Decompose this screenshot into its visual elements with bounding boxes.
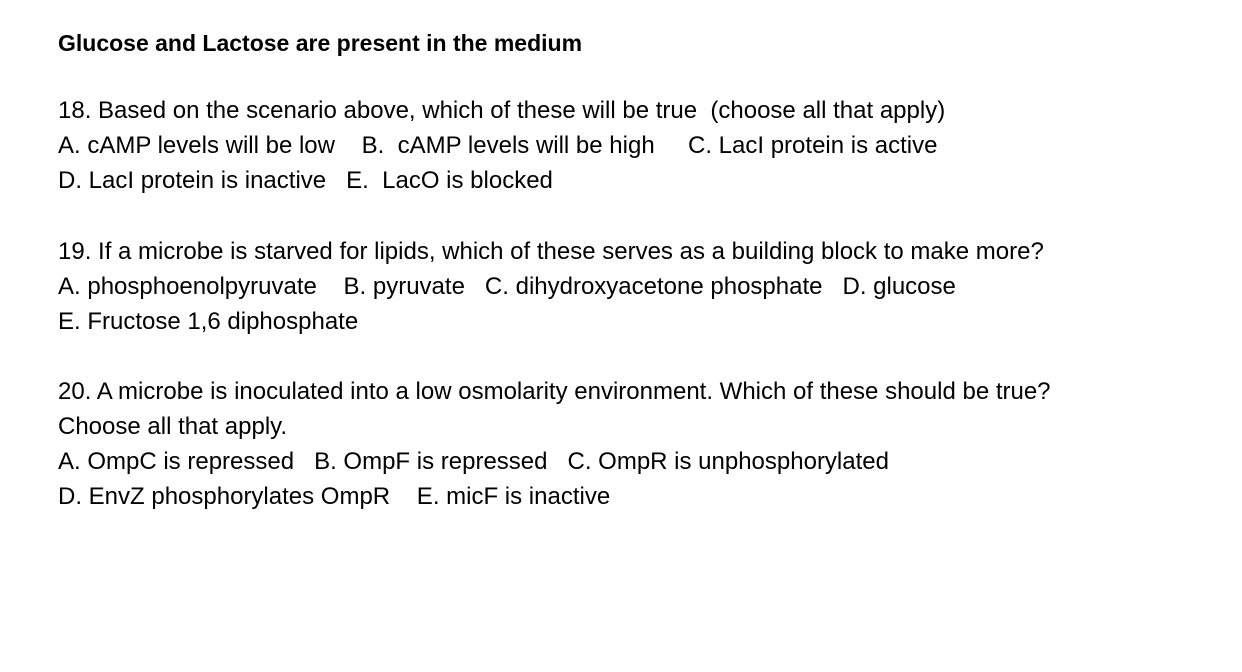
question-18-prompt: 18. Based on the scenario above, which of these will be true (choose all that apply) <box>58 97 946 124</box>
question-20-options-row-2: D. EnvZ phosphorylates OmpR E. micF is inactive <box>58 483 611 510</box>
question-19-prompt: 19. If a microbe is starved for lipids, which of these serves as a building block to make more? <box>58 238 1044 265</box>
scenario-heading: Glucose and Lactose are present in the medium <box>58 30 583 56</box>
question-18-options-row-2: D. LacI protein is inactive E. LacO is blocked <box>58 167 553 194</box>
question-18-options-row-1: A. cAMP levels will be low B. cAMP levels will be high C. LacI protein is active <box>58 132 938 159</box>
question-20-options-row-1: A. OmpC is repressed B. OmpF is repressed C. OmpR is unphosphorylated <box>58 448 889 475</box>
question-20-prompt: 20. A microbe is inoculated into a low osmolarity environment. Which of these should be true? <box>58 378 1051 405</box>
question-19-options-row-1: A. phosphoenolpyruvate B. pyruvate C. dihydroxyacetone phosphate D. glucose <box>58 273 956 300</box>
question-19-options-row-2: E. Fructose 1,6 diphosphate <box>58 308 359 335</box>
question-20-instruction: Choose all that apply. <box>58 413 288 440</box>
